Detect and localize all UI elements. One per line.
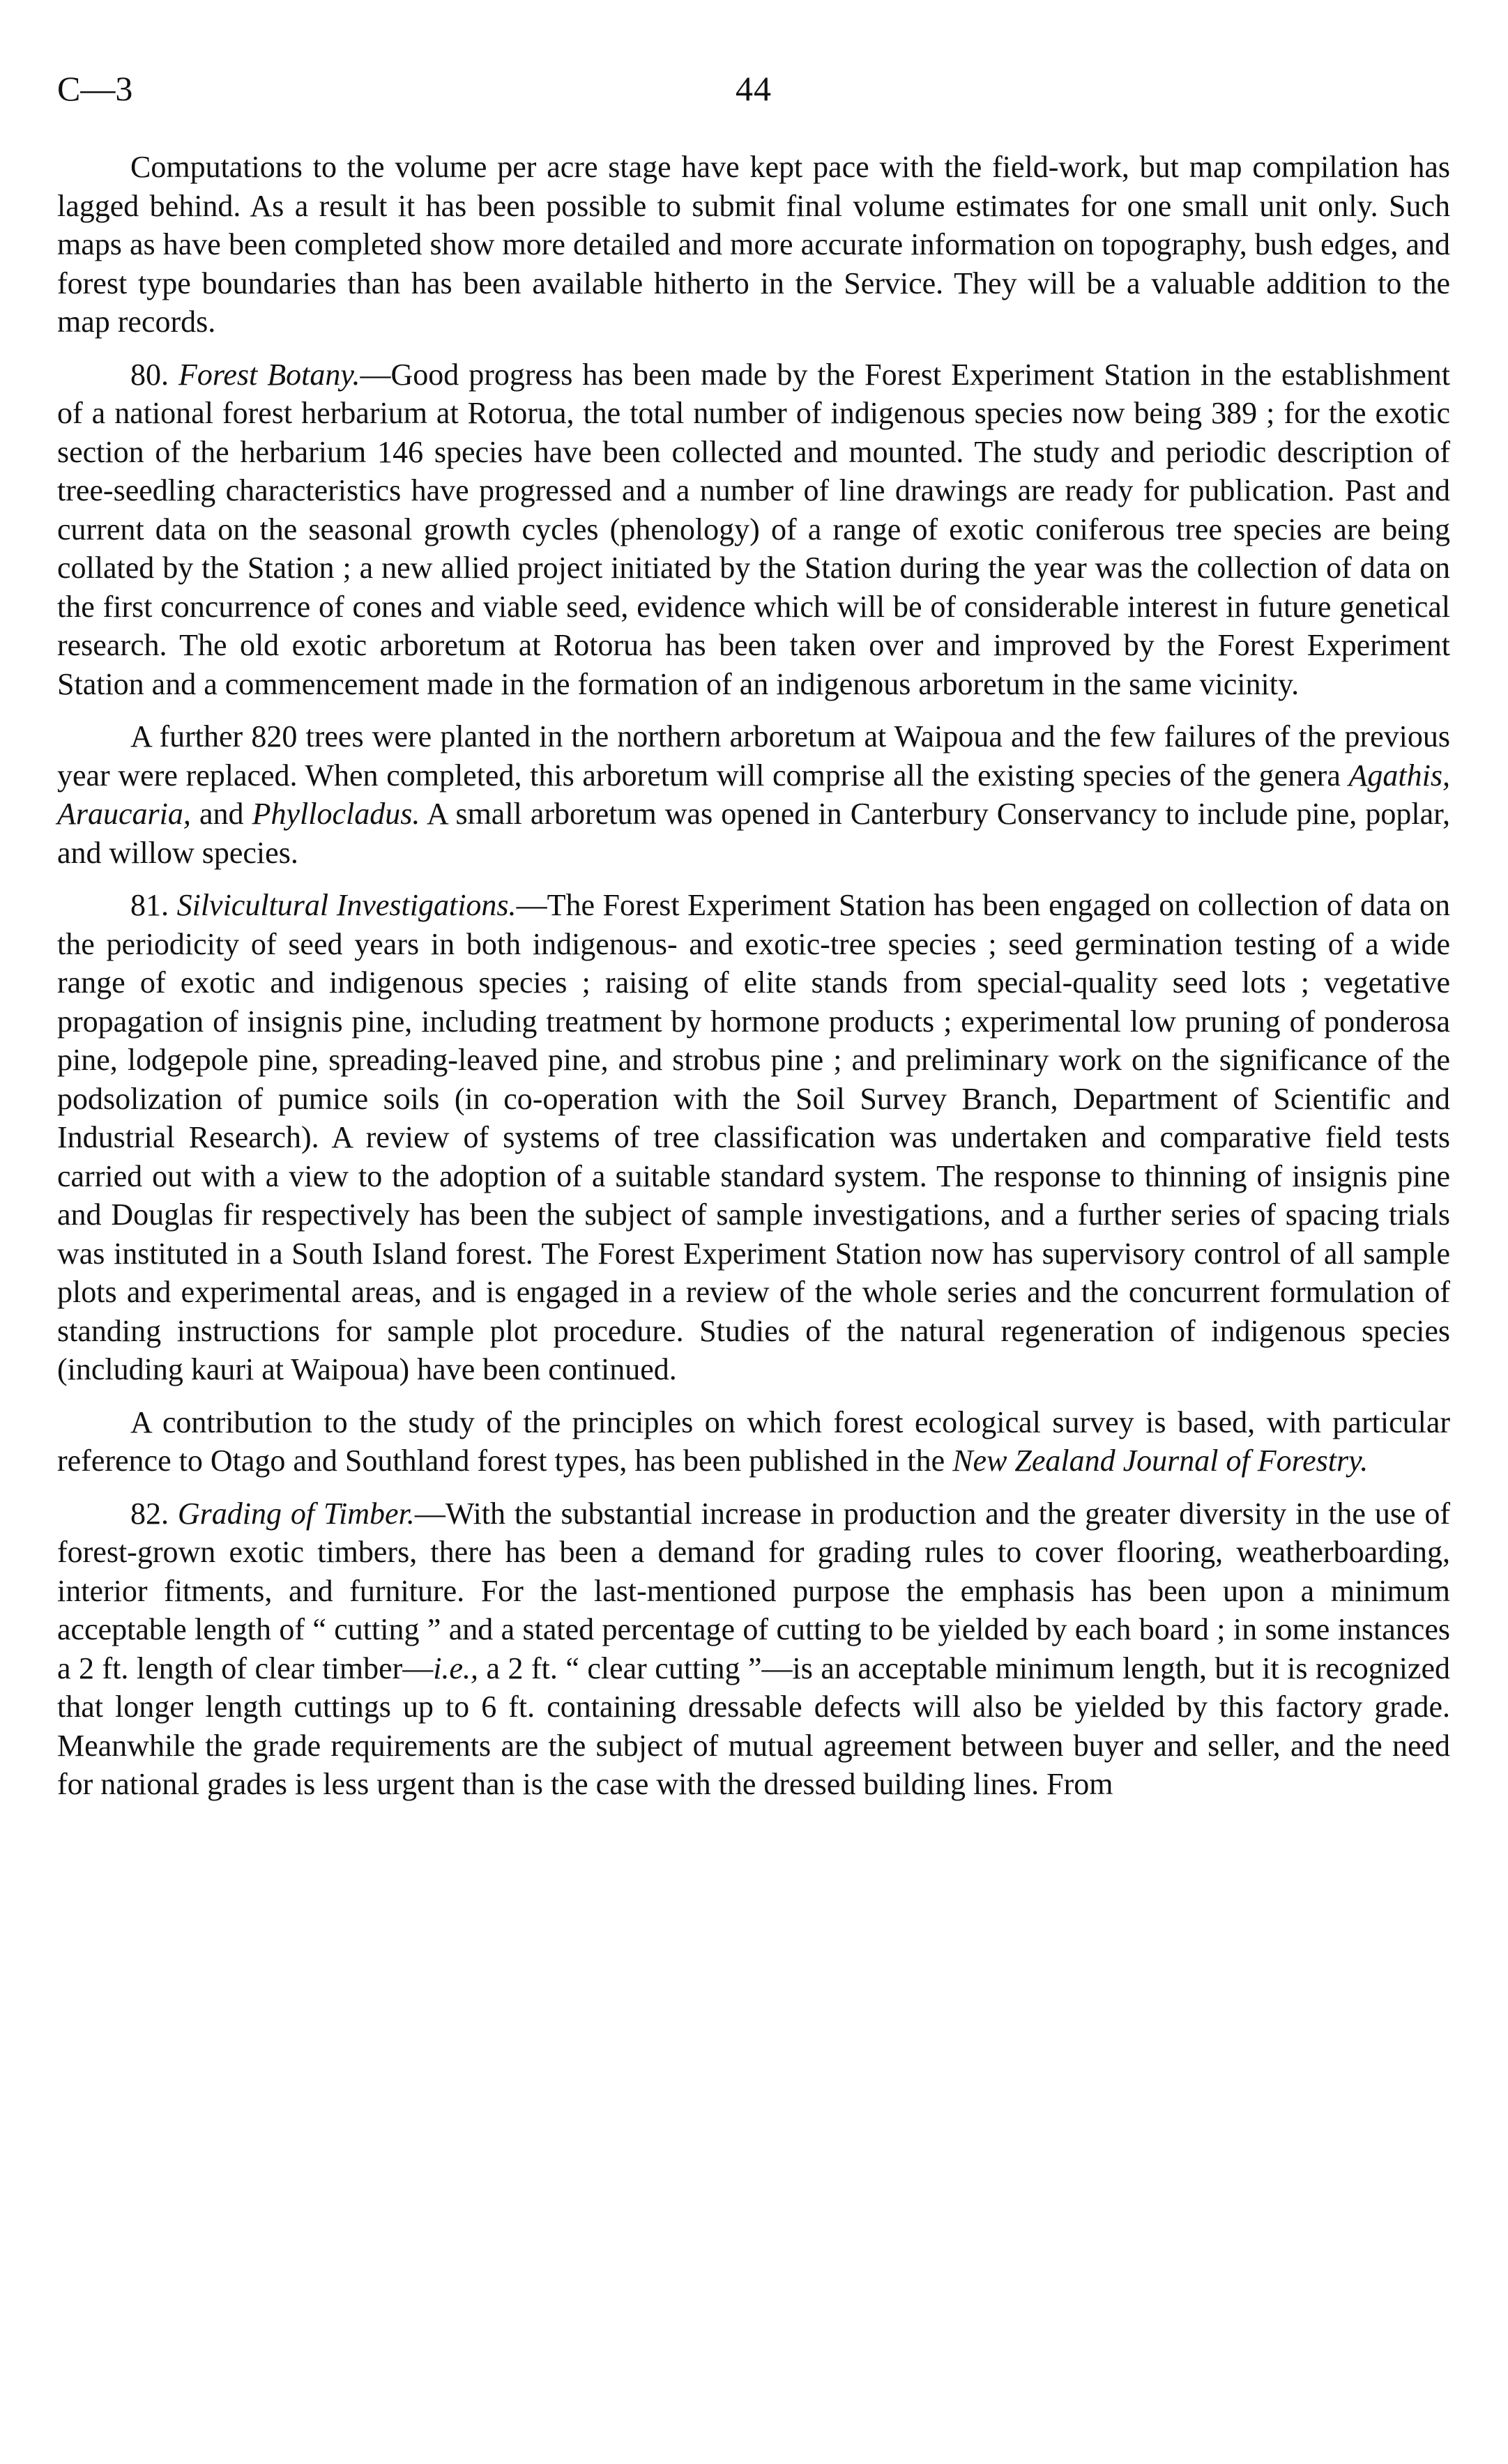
section-heading: Silvicultural Investigations.: [176, 888, 517, 922]
section-number: 80.: [130, 357, 169, 392]
paragraph-arboretum: [57, 717, 1450, 872]
paragraph-81-silvicultural-investigations: [57, 886, 1450, 1389]
body-text: [57, 148, 1450, 1804]
journal-title: New Zealand Journal of Forestry.: [952, 1444, 1369, 1478]
document-code: C—3: [57, 69, 133, 108]
paragraph-computations: [57, 148, 1450, 342]
paragraph-80-forest-botany: [57, 355, 1450, 704]
paragraph-82-grading-of-timber: [57, 1494, 1450, 1804]
paragraph-text: —Good progress has been made by the Forest Experiment Station in the establishment of a national forest herbarium at Rotorua, the total number of indigenous species now being 389 ; for the exotic section of the herbarium 146 species have been collected and mounted. The study and periodic description of tree-seedling characteristics have progressed and a number of line drawings are ready for publication. Past and current data on the seasonal growth cycles (phenology) of a range of exotic coniferous tree species are being collated by the Station ; a new allied project initiated by the Station during the year was the collection of data on the first concurrence of cones and viable seed, evidence which will be of considerable interest in future genetical research. The old exotic arboretum at Rotorua has been taken over and improved by the Forest Experiment Station and a commencement made in the formation of an indigenous arboretum in the same vicinity.: [57, 357, 1450, 701]
paragraph-text: Computations to the volume per acre stage have kept pace with the field-work, but map compilation has lagged behind. As a result it has been possible to submit final volume estimates for one small unit only. Such maps as have been completed show more detailed and more accurate information on topography, bush edges, and forest type boundaries than has been available hitherto in the Service. They will be a valuable addition to the map records.: [57, 150, 1450, 339]
paragraph-ecological-survey: [57, 1403, 1450, 1480]
section-heading: Grading of Timber.: [177, 1496, 415, 1531]
paragraph-text: A contribution to the study of the principles on which forest ecological survey is based, with particular reference to Otago and Southland forest types, has been published in the: [57, 1405, 1450, 1478]
genus-name: Phyllocladus.: [252, 797, 420, 831]
page-header: [57, 64, 1450, 113]
genera-names: Agathis, Araucaria,: [57, 758, 1450, 831]
paragraph-text: A further 820 trees were planted in the northern arboretum at Waipoua and the few failures of the previous year were replaced. When completed, this arboretum will comprise all the existing species of the genera: [57, 719, 1450, 793]
paragraph-text: —The Forest Experiment Station has been engaged on collection of data on the periodicity of seed years in both indigenous- and exotic-tree species ; seed germination testing of a wide range of exotic and indigenous species ; raising of elite stands from special-quality seed lots ; vegetative propagation of insignis pine, including treatment by hormone products ; experimental low pruning of ponderosa pine, lodgepole pine, spreading-leaved pine, and strobus pine ; and preliminary work on the significance of the podsolization of pumice soils (in co-operation with the Soil Survey Branch, Department of Scientific and Industrial Research). A review of systems of tree classification was undertaken and comparative field tests carried out with a view to the adoption of a suitable standard system. The response to thinning of insignis pine and Douglas fir respectively has been the subject of sample investigations, and a further series of spacing trials was instituted in a South Island forest. The Forest Experiment Station now has supervisory control of all sample plots and experimental areas, and is engaged in a review of the whole series and the concurrent formulation of standing instructions for sample plot procedure. Studies of the natural regeneration of indigenous species (including kauri at Waipoua) have been continued.: [57, 888, 1451, 1386]
abbreviation-ie: i.e.,: [433, 1651, 479, 1685]
page-number: 44: [736, 69, 772, 108]
section-heading: Forest Botany.: [178, 357, 360, 392]
section-number: 81.: [130, 888, 169, 922]
paragraph-text: —With the substantial increase in production and the greater diversity in the use of forest-grown exotic timbers, there has been a demand for grading rules to cover flooring, weatherboarding, interior fitments, and furniture. For the last-mentioned purpose the emphasis has been upon a minimum acceptable length of “ cutting ” and a stated percentage of cutting to be yielded by each board ; in some instances a 2 ft. length of clear timber—: [57, 1496, 1451, 1685]
section-number: 82.: [130, 1496, 169, 1531]
paragraph-text-continued: and: [190, 797, 252, 831]
paragraph-text-continued: a 2 ft. “ clear cutting ”—is an acceptable minimum length, but it is recognized that longer length cuttings up to 6 ft. containing dressable defects will also be yielded by this factory grade. Meanwhile the grade requirements are the subject of mutual agreement between buyer and seller, and the need for national grades is less urgent than is the case with the dressed building lines. From: [57, 1651, 1450, 1801]
paragraph-text-continued: A small arboretum was opened in Canterbury Conservancy to include pine, poplar, and willow species.: [57, 797, 1451, 870]
